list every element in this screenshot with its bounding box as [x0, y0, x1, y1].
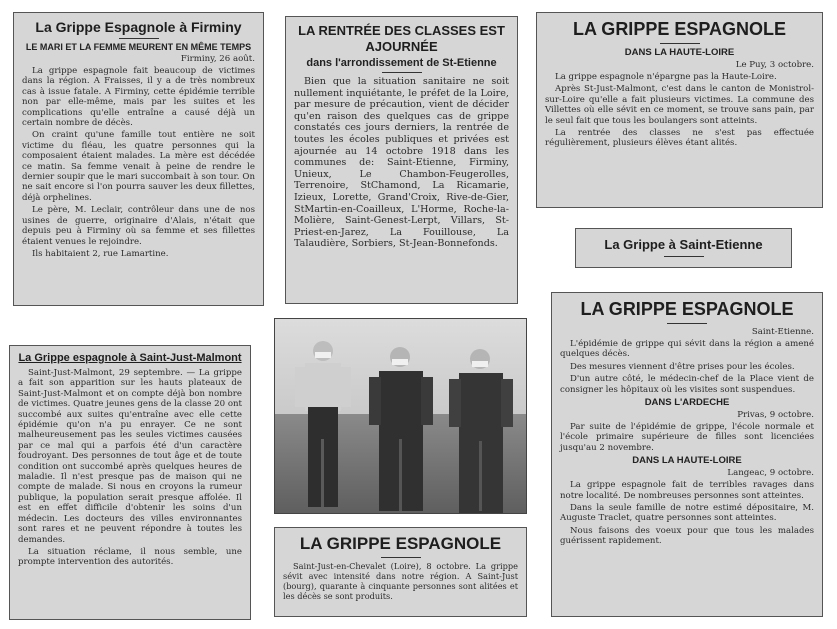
- paragraph: La grippe espagnole n'épargne pas la Haute-Loire.: [555, 72, 777, 82]
- headline: LA RENTRÉE DES CLASSES EST AJOURNÉE: [298, 23, 505, 54]
- clip-firminy: [13, 12, 264, 306]
- paragraph: La rentrée des classes ne s'est pas effectuée régulièrement, plusieurs élèves étant alités.: [545, 128, 814, 149]
- headline: LA GRIPPE ESPAGNOLE: [572, 19, 787, 39]
- paragraph: Ils habitaient 2, rue Lamartine.: [32, 248, 169, 259]
- dateline: Firminy, 26 août.: [180, 54, 255, 64]
- subheadline: dans l'arrondissement de St-Etienne: [306, 57, 497, 69]
- paragraph: Le père, M. Leclair, contrôleur dans une de nos usines de guerre, originaire d'Alais, n'était que depuis peu à Firminy où sa femme et ses fillettes étaient venues le rejoindre.: [22, 205, 255, 247]
- dateline: Saint-Etienne.: [751, 327, 814, 337]
- paragraph: L'épidémie de grippe qui sévit dans la région a amené quelques décès.: [560, 339, 814, 360]
- paragraph: Des mesures viennent d'être prises pour les écoles.: [570, 361, 795, 372]
- divider: [664, 256, 704, 257]
- paragraph: Saint-Just-en-Chevalet (Loire), 8 octobre. La grippe sévit avec intensité dans notre région. A Saint-Just (bourg), quarante à cinquante personnes sont alitées et les décès se sont produits.: [283, 561, 518, 601]
- subheadline: DANS LA HAUTE-LOIRE: [624, 47, 735, 58]
- paragraph: Nous faisons des voeux pour que tous les malades guérissent rapidement.: [560, 525, 814, 547]
- divider: [667, 323, 707, 324]
- dateline: Langeac, 9 octobre.: [727, 468, 814, 479]
- photo-image: [275, 319, 527, 514]
- paragraph: La grippe espagnole fait beaucoup de victimes dans la région. A Fraisses, il y a de très nombreux cas à issue fatale. A Firminy, cette épidémie terrible non par elle-même, mais par les suites et les complications qu'elle entraîne a causé déjà un certain nombre de décès.: [22, 66, 255, 129]
- paragraph: On craint qu'une famille tout entière ne soit victime du fléau, les quatre personnes qui la composaient étaient malades. La mère est décédée ce matin. Sa femme venait à peine de rendre le dernier soupir que le mari succombait à son tour. On ne sait encore si l'on pourra sauver les deux fillettes, déjà orphelines.: [22, 130, 255, 203]
- section-heading-haute-loire: DANS LA HAUTE-LOIRE: [632, 455, 742, 467]
- section-heading-ardeche: DANS L'ARDECHE: [644, 397, 730, 409]
- paragraph: Saint-Just-Malmont, 29 septembre. — La grippe a fait son apparition sur les hauts plateaux de Saint-Just-Malmont et on compte déjà bon nombre de victimes. Quatre jeunes gens de la classe 20 ont succombé aux suites qu'entraîne avec elle cette épidémie qu'on n'a pu enrayer. Ce ne sont malheureusement pas les seules victimes causées par ce mal qui a parfois été d'un caractère foudroyant. Des personnes de tout âge et de toute condition ont succombé après quelques heures de maladie. Il n'est presque pas de maison qui ne compte de malade. Si nous en croyons la rumeur publique, la population serait presque affolée. Il est en effet difficile d'obtenir les soins d'un médecin. Les docteurs des villes environnantes sont rares et ne peuvent répondre à toutes les demandes.: [18, 368, 242, 545]
- clip-grippe-loire-ardeche: [551, 292, 823, 617]
- paragraph: La situation réclame, il nous semble, une prompte intervention des autorités.: [18, 546, 242, 568]
- divider: [382, 72, 422, 73]
- clip-haute-loire: [536, 12, 823, 208]
- divider: [381, 557, 421, 558]
- headline: La Grippe à Saint-Etienne: [604, 237, 763, 252]
- paragraph: Par suite de l'épidémie de grippe, l'école normale et l'école primaire supérieure de filles sont licenciées jusqu'au 2 novembre.: [560, 422, 814, 453]
- paragraph: Bien que la situation sanitaire ne soit nullement inquiétante, le préfet de la Loire, par mesure de précaution, vient de décider qu'en raison des quelques cas de grippe constatés ces jours derniers, la rentrée de toutes les écoles publiques et privées est ajournée au 14 octobre 1918 dans les communes de: Saint-Etienne, Firminy, Unieux, Le Chambon-Feugerolles, Terrenoire, StChamond, La Ricamarie, Izieux, Lorette, Grand'Croix, Rive-de-Gier, StMartin-en-Coailleux, L'Horme, Roche-la-Molière, Saint-Genest-Lerpt, Villars, St-Priest-en-Jarez, La Fouillouse, La Talaudière, Sorbiers, St-Jean-Bonnefonds.: [294, 76, 509, 250]
- dateline: Privas, 9 octobre.: [737, 410, 814, 421]
- headline: La Grippe espagnole à Saint-Just-Malmont: [18, 352, 242, 364]
- clip-rentree: [285, 16, 518, 304]
- divider: [119, 38, 159, 39]
- headline: LA GRIPPE ESPAGNOLE: [299, 534, 502, 553]
- dateline: Le Puy, 3 octobre.: [735, 60, 814, 70]
- photo-three-men-masks: [274, 318, 527, 514]
- paragraph: Dans la seule famille de notre estimé dépositaire, M. Auguste Traclet, quatre personnes sont atteintes.: [560, 503, 814, 524]
- clip-saint-just-malmont: [9, 345, 251, 620]
- paragraph: D'un autre côté, le médecin-chef de la Place vient de consigner les hôpitaux où les visites sont suspendues.: [560, 374, 814, 395]
- subheadline: LE MARI ET LA FEMME MEURENT EN MÊME TEMPS: [25, 42, 252, 52]
- headline: LA GRIPPE ESPAGNOLE: [580, 299, 794, 319]
- clip-saint-just-en-chevalet: [274, 527, 527, 617]
- headline: La Grippe Espagnole à Firminy: [35, 19, 242, 35]
- clip-saint-etienne: [575, 228, 792, 268]
- divider: [660, 43, 700, 44]
- paragraph: Après St-Just-Malmont, c'est dans le canton de Monistrol-sur-Loire qu'elle a fait plusieurs victimes. La commune des Villettes où elle sévit en ce moment, se trouve sans pain, par le seul fait que tous les boulangers sont atteints.: [545, 84, 814, 126]
- paragraph: La grippe espagnole fait de terribles ravages dans notre localité. De nombreuses personnes sont atteintes.: [560, 480, 814, 501]
